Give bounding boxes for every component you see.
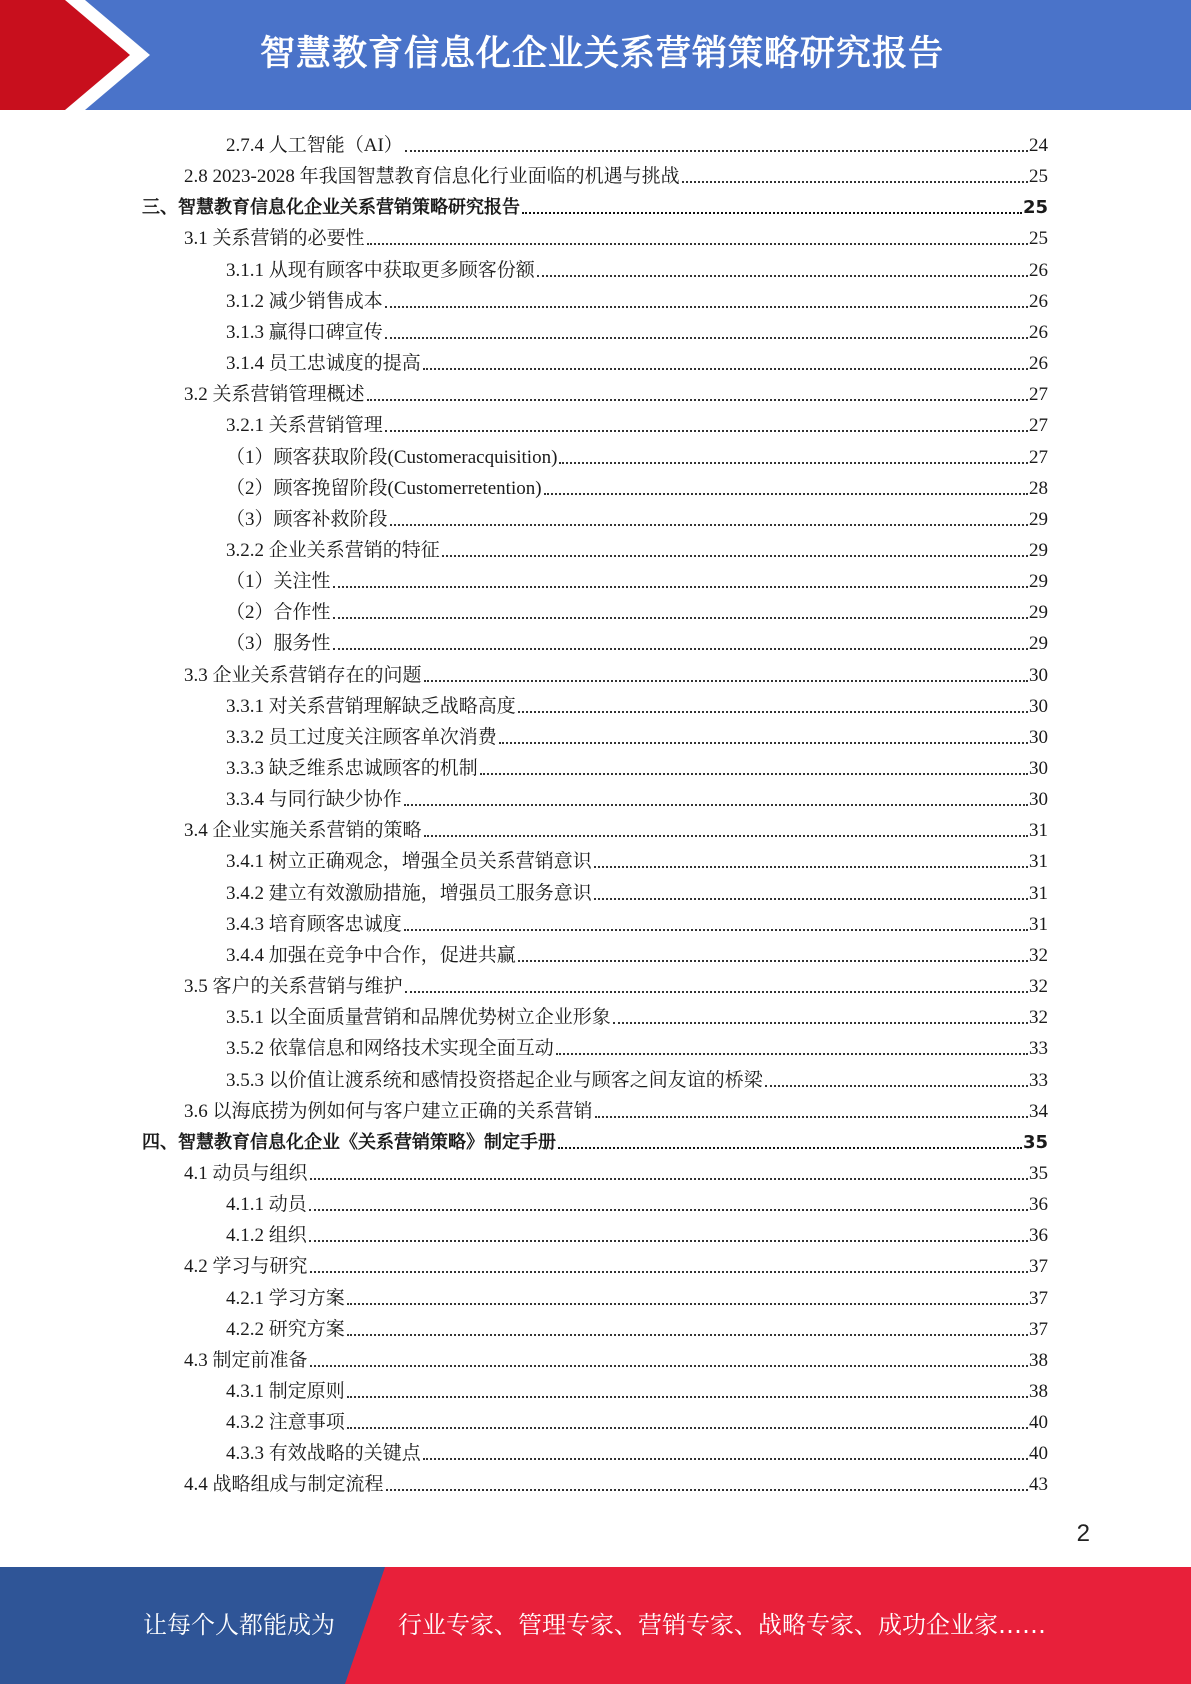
toc-entry[interactable] bbox=[226, 1030, 1048, 1061]
toc-entry-label: 2.7.4 人工智能（AI） bbox=[226, 135, 403, 156]
toc-entry-page: 36 bbox=[1029, 1194, 1048, 1215]
toc-dot-leader bbox=[347, 1396, 1028, 1398]
toc-entry[interactable] bbox=[226, 875, 1048, 906]
toc-entry[interactable] bbox=[184, 158, 1048, 189]
toc-entry[interactable] bbox=[226, 563, 1048, 594]
toc-dot-leader bbox=[386, 1489, 1028, 1491]
toc-entry-page: 32 bbox=[1029, 945, 1048, 966]
toc-entry-label: 3.1.3 赢得口碑宣传 bbox=[226, 322, 383, 343]
toc-entry-page: 31 bbox=[1029, 851, 1048, 872]
toc-entry-label: 3.4.4 加强在竞争中合作，促进共赢 bbox=[226, 945, 516, 966]
toc-dot-leader bbox=[559, 462, 1028, 464]
toc-entry-page: 33 bbox=[1029, 1070, 1048, 1091]
toc-entry-page: 36 bbox=[1029, 1225, 1048, 1246]
toc-entry[interactable] bbox=[142, 1124, 1048, 1155]
toc-dot-leader bbox=[613, 1022, 1028, 1024]
toc-dot-leader bbox=[385, 337, 1028, 339]
toc-entry-label: 3.3 企业关系营销存在的问题 bbox=[184, 665, 422, 686]
toc-entry-page: 27 bbox=[1029, 384, 1048, 405]
toc-entry[interactable] bbox=[226, 532, 1048, 563]
toc-entry-label: 3.5.1 以全面质量营销和品牌优势树立企业形象 bbox=[226, 1007, 611, 1028]
toc-entry[interactable] bbox=[226, 1404, 1048, 1435]
toc-entry-page: 30 bbox=[1029, 789, 1048, 810]
toc-entry[interactable] bbox=[226, 906, 1048, 937]
toc-entry-label: 3.3.1 对关系营销理解缺乏战略高度 bbox=[226, 696, 516, 717]
toc-dot-leader bbox=[558, 1147, 1022, 1149]
toc-entry[interactable] bbox=[226, 1280, 1048, 1311]
toc-entry[interactable] bbox=[226, 1186, 1048, 1217]
toc-entry[interactable] bbox=[184, 1342, 1048, 1373]
toc-dot-leader bbox=[367, 243, 1028, 245]
toc-entry[interactable] bbox=[226, 750, 1048, 781]
toc-entry-page: 26 bbox=[1029, 322, 1048, 343]
toc-entry-page: 27 bbox=[1029, 415, 1048, 436]
toc-entry-page: 33 bbox=[1029, 1038, 1048, 1059]
toc-dot-leader bbox=[309, 1209, 1028, 1211]
toc-dot-leader bbox=[390, 524, 1028, 526]
toc-entry-label: 3.5 客户的关系营销与维护 bbox=[184, 976, 403, 997]
toc-dot-leader bbox=[310, 1365, 1028, 1367]
toc-dot-leader bbox=[442, 555, 1028, 557]
toc-entry-label: 4.3.1 制定原则 bbox=[226, 1381, 345, 1402]
toc-entry[interactable] bbox=[226, 688, 1048, 719]
toc-entry-label: 4.1.2 组织 bbox=[226, 1225, 307, 1246]
toc-dot-leader bbox=[424, 680, 1028, 682]
toc-dot-leader bbox=[404, 804, 1028, 806]
toc-dot-leader bbox=[765, 1085, 1028, 1087]
toc-dot-leader bbox=[385, 430, 1028, 432]
toc-entry-page: 30 bbox=[1029, 727, 1048, 748]
toc-dot-leader bbox=[537, 275, 1028, 277]
toc-entry-page: 40 bbox=[1029, 1412, 1048, 1433]
toc-dot-leader bbox=[347, 1303, 1028, 1305]
toc-entry-label: （1）关注性 bbox=[226, 571, 331, 592]
toc-entry-label: 3.5.3 以价值让渡系统和感情投资搭起企业与顾客之间友谊的桥梁 bbox=[226, 1070, 763, 1091]
page-number: 2 bbox=[1076, 1520, 1090, 1547]
toc-dot-leader bbox=[347, 1427, 1028, 1429]
toc-entry[interactable] bbox=[226, 937, 1048, 968]
toc-dot-leader bbox=[499, 742, 1028, 744]
toc-entry-label: 3.5.2 依靠信息和网络技术实现全面互动 bbox=[226, 1038, 554, 1059]
toc-entry-page: 37 bbox=[1029, 1319, 1048, 1340]
toc-entry-label: 4.3.3 有效战略的关键点 bbox=[226, 1443, 421, 1464]
toc-entry[interactable] bbox=[226, 283, 1048, 314]
toc-entry[interactable] bbox=[226, 594, 1048, 625]
toc-entry[interactable] bbox=[184, 376, 1048, 407]
toc-dot-leader bbox=[518, 960, 1028, 962]
toc-entry-label: 3.4.2 建立有效激励措施，增强员工服务意识 bbox=[226, 883, 592, 904]
footer-slogan-left: 让每个人都能成为 bbox=[143, 1611, 335, 1639]
toc-entry-page: 29 bbox=[1029, 571, 1048, 592]
toc-entry-label: 3.3.4 与同行缺少协作 bbox=[226, 789, 402, 810]
toc-entry-page: 29 bbox=[1029, 633, 1048, 654]
toc-entry[interactable] bbox=[226, 439, 1048, 470]
toc-entry-label: 4.2 学习与研究 bbox=[184, 1256, 308, 1277]
toc-entry-label: 2.8 2023-2028 年我国智慧教育信息化行业面临的机遇与挑战 bbox=[184, 166, 680, 187]
toc-entry-label: 4.1 动员与组织 bbox=[184, 1163, 308, 1184]
toc-dot-leader bbox=[310, 1271, 1028, 1273]
toc-entry-label: 3.4.1 树立正确观念，增强全员关系营销意识 bbox=[226, 851, 592, 872]
toc-entry[interactable] bbox=[184, 968, 1048, 999]
footer-slogan-right: 行业专家、管理专家、营销专家、战略专家、成功企业家…… bbox=[398, 1611, 1046, 1639]
toc-dot-leader bbox=[405, 150, 1028, 152]
toc-entry[interactable] bbox=[184, 220, 1048, 251]
toc-entry-page: 32 bbox=[1029, 976, 1048, 997]
toc-entry-label: 3.2 关系营销管理概述 bbox=[184, 384, 365, 405]
toc-entry[interactable] bbox=[226, 625, 1048, 656]
toc-dot-leader bbox=[333, 617, 1028, 619]
toc-dot-leader bbox=[522, 212, 1022, 214]
toc-entry[interactable] bbox=[184, 1093, 1048, 1124]
toc-entry-page: 29 bbox=[1029, 602, 1048, 623]
toc-entry-page: 38 bbox=[1029, 1381, 1048, 1402]
toc-entry-label: （2）顾客挽留阶段(Customerretention) bbox=[226, 478, 542, 499]
toc-entry[interactable] bbox=[184, 657, 1048, 688]
toc-entry[interactable] bbox=[184, 1466, 1048, 1497]
toc-entry-page: 25 bbox=[1022, 197, 1048, 218]
toc-dot-leader bbox=[405, 991, 1028, 993]
toc-entry-label: 4.1.1 动员 bbox=[226, 1194, 307, 1215]
toc-entry-page: 31 bbox=[1029, 820, 1048, 841]
toc-entry[interactable] bbox=[226, 501, 1048, 532]
toc-dot-leader bbox=[310, 1178, 1028, 1180]
toc-entry-label: 3.1.2 减少销售成本 bbox=[226, 291, 383, 312]
toc-dot-leader bbox=[594, 866, 1028, 868]
toc-entry[interactable] bbox=[226, 843, 1048, 874]
toc-dot-leader bbox=[367, 399, 1028, 401]
toc-dot-leader bbox=[556, 1053, 1028, 1055]
toc-entry-label: （3）顾客补救阶段 bbox=[226, 509, 388, 530]
toc-entry-page: 28 bbox=[1029, 478, 1048, 499]
toc-dot-leader bbox=[404, 929, 1028, 931]
toc-entry[interactable] bbox=[226, 345, 1048, 376]
toc-entry-page: 31 bbox=[1029, 914, 1048, 935]
toc-entry[interactable] bbox=[226, 999, 1048, 1030]
toc-dot-leader bbox=[595, 1116, 1028, 1118]
toc-entry-page: 26 bbox=[1029, 260, 1048, 281]
toc-entry-label: （3）服务性 bbox=[226, 633, 331, 654]
toc-entry-label: 4.2.2 研究方案 bbox=[226, 1319, 345, 1340]
toc-entry[interactable] bbox=[226, 719, 1048, 750]
toc-entry[interactable] bbox=[184, 812, 1048, 843]
toc-entry-label: 4.3.2 注意事项 bbox=[226, 1412, 345, 1433]
toc-entry-label: 3.1 关系营销的必要性 bbox=[184, 228, 365, 249]
toc-dot-leader bbox=[682, 181, 1028, 183]
toc-entry-label: 3.1.1 从现有顾客中获取更多顾客份额 bbox=[226, 260, 535, 281]
toc-dot-leader bbox=[424, 835, 1028, 837]
toc-entry-page: 37 bbox=[1029, 1288, 1048, 1309]
toc-entry-page: 35 bbox=[1029, 1163, 1048, 1184]
toc-entry-label: 3.4.3 培育顾客忠诚度 bbox=[226, 914, 402, 935]
toc-entry-page: 24 bbox=[1029, 135, 1048, 156]
footer-banner bbox=[0, 1567, 1191, 1684]
toc-entry-page: 38 bbox=[1029, 1350, 1048, 1371]
toc-entry-label: 3.2.1 关系营销管理 bbox=[226, 415, 383, 436]
toc-entry[interactable] bbox=[226, 1311, 1048, 1342]
toc-dot-leader bbox=[544, 493, 1028, 495]
toc-entry-page: 30 bbox=[1029, 696, 1048, 717]
toc-entry-page: 37 bbox=[1029, 1256, 1048, 1277]
toc-entry-label: 三、智慧教育信息化企业关系营销策略研究报告 bbox=[142, 197, 520, 218]
toc-entry[interactable] bbox=[226, 314, 1048, 345]
toc-entry[interactable] bbox=[226, 407, 1048, 438]
toc-entry-page: 25 bbox=[1029, 166, 1048, 187]
toc-entry-label: 3.6 以海底捞为例如何与客户建立正确的关系营销 bbox=[184, 1101, 593, 1122]
toc-entry[interactable] bbox=[226, 781, 1048, 812]
toc-entry-label: 4.3 制定前准备 bbox=[184, 1350, 308, 1371]
toc-entry-page: 26 bbox=[1029, 291, 1048, 312]
toc-entry[interactable] bbox=[226, 127, 1048, 158]
toc-entry[interactable] bbox=[226, 470, 1048, 501]
toc-entry-page: 25 bbox=[1029, 228, 1048, 249]
header-banner bbox=[0, 0, 1191, 110]
toc-entry[interactable] bbox=[142, 189, 1048, 220]
toc-entry[interactable] bbox=[226, 1217, 1048, 1248]
toc-entry[interactable] bbox=[226, 1435, 1048, 1466]
toc-dot-leader bbox=[385, 306, 1028, 308]
toc-dot-leader bbox=[347, 1334, 1028, 1336]
toc-dot-leader bbox=[480, 773, 1028, 775]
toc-entry-page: 40 bbox=[1029, 1443, 1048, 1464]
toc-entry-label: （2）合作性 bbox=[226, 602, 331, 623]
toc-entry-label: 3.1.4 员工忠诚度的提高 bbox=[226, 353, 421, 374]
toc-entry-label: 3.3.2 员工过度关注顾客单次消费 bbox=[226, 727, 497, 748]
toc-entry-page: 30 bbox=[1029, 758, 1048, 779]
toc-entry-page: 29 bbox=[1029, 509, 1048, 530]
toc-entry-label: 4.4 战略组成与制定流程 bbox=[184, 1474, 384, 1495]
toc-entry-label: 3.4 企业实施关系营销的策略 bbox=[184, 820, 422, 841]
toc-entry-page: 29 bbox=[1029, 540, 1048, 561]
toc-entry[interactable] bbox=[184, 1248, 1048, 1279]
toc-entry-page: 43 bbox=[1029, 1474, 1048, 1495]
toc-entry-label: 4.2.1 学习方案 bbox=[226, 1288, 345, 1309]
toc-dot-leader bbox=[333, 586, 1028, 588]
toc-entry-label: （1）顾客获取阶段(Customeracquisition) bbox=[226, 447, 558, 468]
toc-entry[interactable] bbox=[184, 1155, 1048, 1186]
report-title: 智慧教育信息化企业关系营销策略研究报告 bbox=[260, 34, 945, 74]
toc-dot-leader bbox=[594, 898, 1028, 900]
toc-dot-leader bbox=[423, 368, 1028, 370]
toc-dot-leader bbox=[518, 711, 1028, 713]
toc-entry[interactable] bbox=[226, 1373, 1048, 1404]
toc-entry-page: 26 bbox=[1029, 353, 1048, 374]
toc-entry[interactable] bbox=[226, 1062, 1048, 1093]
toc-dot-leader bbox=[333, 648, 1028, 650]
toc-entry-label: 四、智慧教育信息化企业《关系营销策略》制定手册 bbox=[142, 1132, 556, 1153]
toc-entry-page: 27 bbox=[1029, 447, 1048, 468]
toc-entry-page: 35 bbox=[1022, 1132, 1048, 1153]
toc-entry[interactable] bbox=[226, 252, 1048, 283]
toc-entry-page: 32 bbox=[1029, 1007, 1048, 1028]
toc-dot-leader bbox=[309, 1240, 1028, 1242]
toc-entry-page: 34 bbox=[1029, 1101, 1048, 1122]
toc-entry-label: 3.3.3 缺乏维系忠诚顾客的机制 bbox=[226, 758, 478, 779]
toc-entry-label: 3.2.2 企业关系营销的特征 bbox=[226, 540, 440, 561]
toc-entry-page: 30 bbox=[1029, 665, 1048, 686]
toc-entry-page: 31 bbox=[1029, 883, 1048, 904]
toc-dot-leader bbox=[423, 1458, 1028, 1460]
